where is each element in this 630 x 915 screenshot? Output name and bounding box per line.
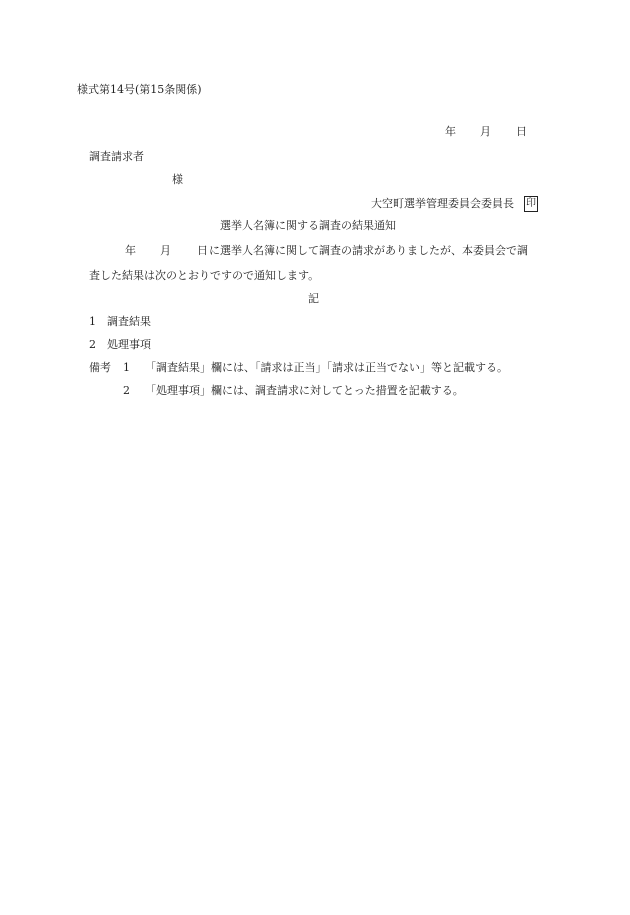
note-line-1 — [89, 362, 508, 373]
body-month-label: 月 — [160, 244, 171, 257]
note-text: 「調査結果」欄には、「請求は正当」「請求は正当でない」等と記載する。 — [145, 361, 508, 374]
date-month-label: 月 — [480, 125, 491, 138]
item-number: 1 — [89, 315, 96, 328]
body-day-label: 日 — [197, 244, 208, 257]
body-line-1-text: に選挙人名簿に関して調査の請求がありましたが、本委員会で調 — [209, 244, 528, 257]
honorific: 様 — [172, 173, 183, 186]
list-item — [89, 339, 151, 350]
issuer-name: 大空町選挙管理委員会委員長 — [371, 197, 514, 210]
item-label: 調査結果 — [107, 315, 151, 328]
notes-label: 備考 — [89, 361, 111, 374]
form-number: 様式第14号(第15条関係) — [77, 83, 202, 96]
date-day-label: 日 — [516, 125, 527, 138]
requester-label: 調査請求者 — [89, 150, 144, 163]
seal-stamp: 印 — [524, 196, 538, 212]
item-label: 処理事項 — [107, 338, 151, 351]
issuer-line — [371, 196, 538, 212]
note-number: 2 — [123, 384, 130, 397]
body-year-label: 年 — [125, 244, 136, 257]
date-year-label: 年 — [445, 125, 456, 138]
note-line-2 — [123, 385, 464, 396]
document-title: 選挙人名簿に関する調査の結果通知 — [220, 219, 396, 232]
note-text: 「処理事項」欄には、調査請求に対してとった措置を記載する。 — [145, 384, 464, 397]
item-number: 2 — [89, 338, 96, 351]
note-number: 1 — [123, 361, 130, 374]
list-item — [89, 316, 151, 327]
ki-heading: 記 — [308, 292, 319, 305]
body-line-2: 査した結果は次のとおりですので通知します。 — [89, 269, 320, 282]
